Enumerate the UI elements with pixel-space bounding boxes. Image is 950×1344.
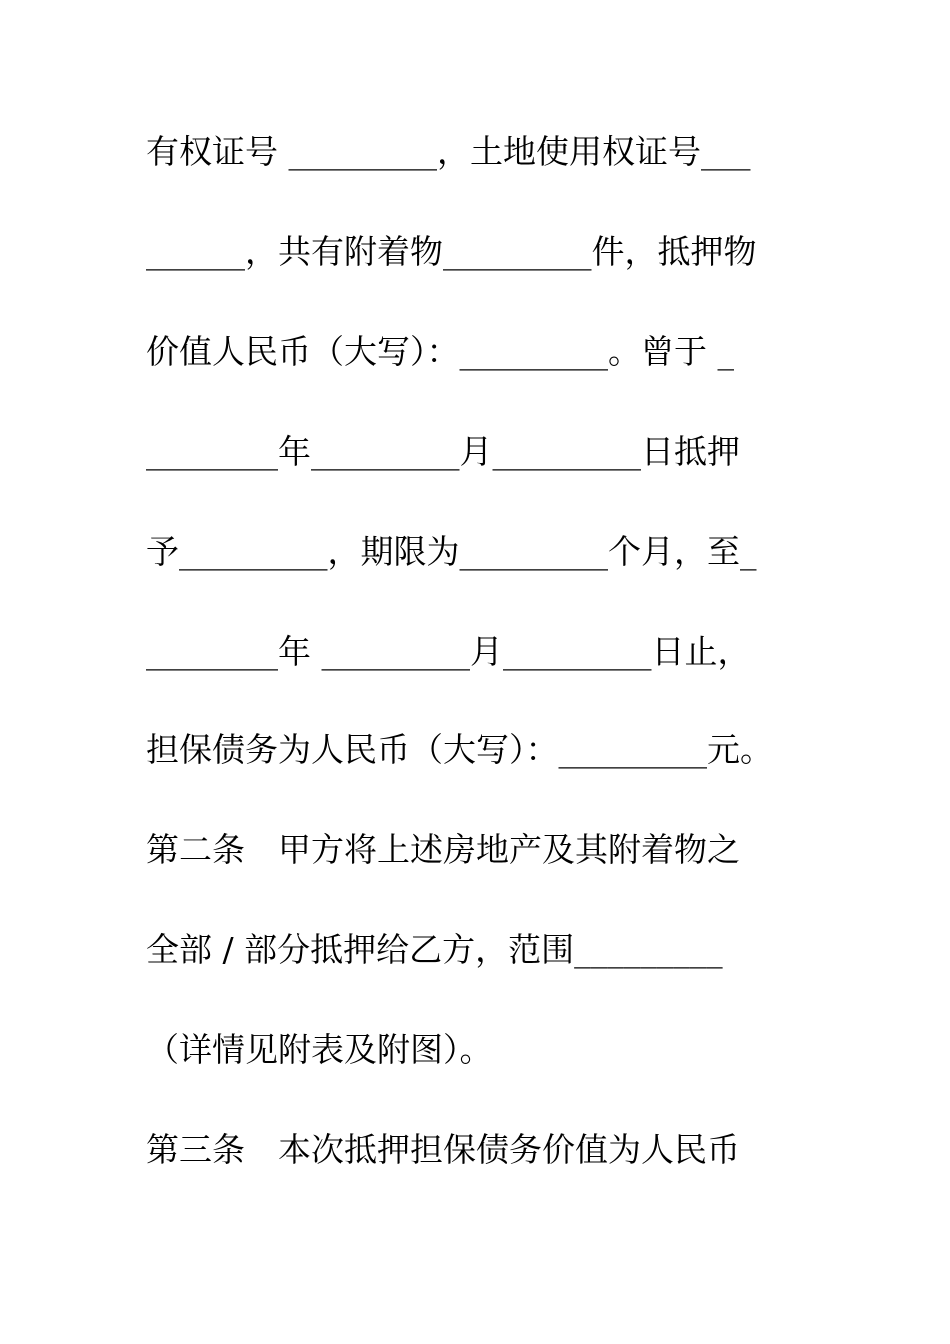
text-line-8: 第二条 甲方将上述房地产及其附着物之 xyxy=(146,830,740,869)
text-line-9: 全部 / 部分抵押给乙方，范围_________ xyxy=(146,930,723,969)
text-line-2: ______，共有附着物_________件，抵押物 xyxy=(146,232,757,271)
text-line-6: ________年 _________月_________日止， xyxy=(146,632,751,671)
text-line-11: 第三条 本次抵押担保债务价值为人民币 xyxy=(146,1130,740,1169)
text-line-10: （详情见附表及附图）。 xyxy=(146,1030,493,1069)
text-line-1: 有权证号 _________，土地使用权证号___ xyxy=(146,132,751,171)
text-line-3: 价值人民币（大写）：_________。曾于 _ xyxy=(146,332,734,371)
text-line-4: ________年_________月_________日抵押 xyxy=(146,432,740,471)
text-line-5: 予_________，期限为_________个月，至_ xyxy=(146,532,757,571)
text-line-7: 担保债务为人民币（大写）：_________元。 xyxy=(146,730,773,769)
